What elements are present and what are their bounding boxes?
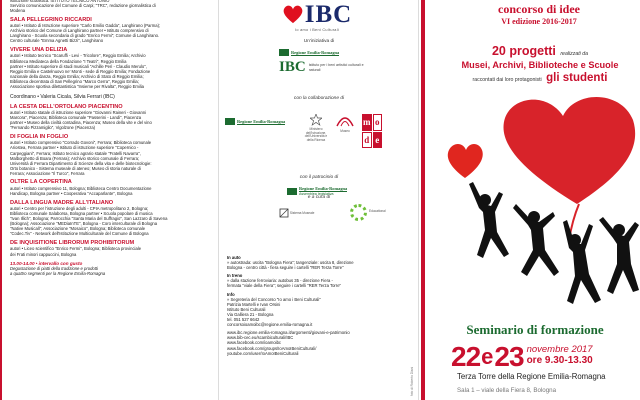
info-line: » autostrada: uscita "Bologna Fiera"; tangenziale: uscita 8, direzione [227, 260, 354, 266]
section-line: "Native Musicali"; Associazione "Mosaico", Bologna; Biblioteca comunale [10, 226, 146, 232]
projects-line-1 [445, 45, 635, 60]
section-line: Centro culturale "Emma Agnetti Bizzi", Langhirano [10, 38, 104, 44]
section-line: "Codec.Tiv" - Network dell'Istituzione Multiculturale del Comune di Bologna [10, 231, 149, 237]
intermission-line: a quattro segmenti per la Regione Emilia-Romagna [10, 270, 106, 276]
intermission-line: Degustazione di piatti della tradizione e prodotti [10, 265, 98, 271]
section-line: Marcora", Piacenza; Biblioteca comunale "Passerini - Landi", Piacenza [10, 115, 142, 121]
section-line: Università di Ferrara Dipartimento di Scienze della vita e delle biotecnologie: [10, 160, 152, 166]
day-2: 23 [494, 341, 524, 372]
section-line: Biblioteca Mediateca della Fondazione "I Teatri", Reggio Emilia [10, 58, 127, 64]
rer-mark-icon [287, 188, 297, 195]
ibc-institute-logo [279, 60, 367, 75]
right-panel [418, 0, 640, 400]
photo-credit-text: foto di Roberto Diani [410, 366, 414, 396]
section-title: DI FOGLIA IN FOGLIO [10, 133, 69, 140]
institutions-line: Musei, Archivi, Biblioteche e Scuole [461, 60, 619, 70]
event-dates [451, 343, 593, 371]
info-heading-train: In treno [227, 273, 243, 279]
section-line: nazionale della danza, Reggio Emilia; Archivio di Stato di Reggio Emilia; [10, 73, 144, 79]
collab-logo-label: Regione Emilia-Romagna [237, 118, 286, 124]
collab-logo-museum [332, 114, 358, 134]
info-section [227, 252, 399, 356]
section-title: DALLA LINGUA MADRE ALL'ITALIANO [10, 199, 114, 206]
info-heading-info: Info [227, 291, 235, 297]
right-accent-bar [421, 0, 425, 400]
patronage-logo-label: Regione Emilia-Romagna [299, 186, 348, 191]
curated-heading: e a cura di [307, 195, 331, 200]
section-inquisitione [10, 240, 214, 257]
projects-line-3 [445, 71, 635, 86]
section-line: Handicap, Bologna partner • Cooperativa "Accaparlante", Bologna [10, 190, 133, 196]
section-line: autori • Istituto comprensivo "Corrado Govoni", Ferrara; Biblioteca comunale [10, 140, 152, 146]
museum-emblem-icon [335, 114, 355, 128]
section-line: (Bologna); Associazione "MEDiaInTE", Bologna - Coro interculturale di Bologna [10, 221, 158, 227]
mode-logo [362, 114, 382, 148]
date-and: e [481, 344, 494, 369]
logo-wordmark [271, 2, 363, 28]
projects-count: 20 progetti [491, 44, 556, 58]
jumping-figure-2 [513, 204, 559, 276]
logo-tagline: Io amo i Beni Culturali [294, 28, 340, 32]
top-fragment [10, 0, 214, 13]
section-title: OLTRE LA COPERTINA [10, 179, 72, 186]
section-title: DE INQUISITIONE LIBRORUM PROHIBITORUM [10, 240, 135, 247]
collab-heading: con la collaborazione di [293, 96, 345, 101]
section-line: Langhirano - Scuola secondaria di grado "Enrico Fermi"; Comune di Langhirano. [10, 33, 160, 39]
jumping-figure-4 [599, 217, 639, 294]
section-line: "Fernando Pizzamiglio", Vigolzone (Piacenza) [10, 125, 96, 131]
section-line: Associazione sportiva dilettantistica "Insieme per Rivalta", Reggio Emilia [10, 84, 145, 90]
section-line: partner • Museo della civiltà contadina, Piacenza; Museo della vite e del vino [10, 120, 152, 126]
ibc-institute-mark: IBC [279, 59, 306, 75]
ibc-main-logo [271, 2, 363, 36]
info-line: Via Galliera 21 - Bologna [227, 311, 274, 317]
section-line: partner • Istituto superiore di studi musicali "Achille Peri - Claudio Merulo", [10, 63, 147, 69]
left-panel [0, 0, 218, 400]
section-line: Carpeggiani", Ferrara; Istituto tecnico agrario statale "Fratelli Navarra", [10, 150, 141, 156]
section-line: Archivio storico del Comune di Langhirano partner • Istituto comprensivo di [10, 28, 149, 34]
event-month: novembre 2017 [526, 344, 593, 355]
projects-by: realizzati da [560, 51, 589, 57]
event-venue-address: Sala 1 – viale della Fiera 8, Bologna [457, 387, 557, 394]
section-lingua-madre [10, 200, 214, 237]
curated-logo-educational [369, 210, 405, 214]
section-line: autori • Istituto statale di istruzione superiore "Giovanni Raineri - Giovanni [10, 110, 147, 116]
fragment-line: Servizio comunicazione del Comune di Carpi; "TRC", redazione giornalistica di [10, 3, 156, 9]
info-email-link[interactable]: concorsoioamoibc@regione.emilia-romagna.it [227, 322, 313, 328]
day-1: 22 [451, 341, 481, 372]
curated-logo-label: Sistema Museale [289, 210, 315, 215]
projects-headline [445, 45, 635, 86]
ibc-institute-text: Istituto per i beni artistici culturali e naturali [308, 63, 364, 72]
info-web-link[interactable]: www.ibc.regione.emilia-romagna.it/argomenti/giovani-e-patrimonio [227, 330, 350, 336]
section-line: autori • Istituto di Istruzione superiore "Carlo Emilio Gadda", Langhirano (Parma); [10, 23, 161, 29]
section-title: LA CESTA DELL'ORTOLANO PIACENTINO [10, 103, 123, 110]
star-emblem-icon [310, 114, 322, 126]
section-line: Reggio Emilia e Castelnuovo ne' Monti - sede di Reggio Emilia; Fondazione [10, 68, 151, 74]
heart-icon [282, 4, 304, 24]
educational-ring-icon [350, 204, 367, 221]
info-line: Istituto Beni Culturali [227, 306, 266, 312]
info-line: » dalla stazione ferroviaria: autobus 35 - direzione Fiera - [227, 278, 333, 284]
section-title: VIVERE UNA DELIZIA [10, 47, 68, 54]
logo-letters: IBC [304, 1, 353, 28]
mode-letter: o [373, 114, 383, 131]
info-web-link[interactable]: youtube.com/user/IoAmoIBeniCulturali [227, 350, 299, 356]
patronage-heading: con il patrocinio di [299, 175, 339, 180]
section-line: Biblioteca comunale Salaborsa, Bologna partner • Scuola popolare di musica [10, 211, 153, 217]
info-line: Bologna - centro città - fiera seguire i cartelli "RER Terza Torre" [227, 265, 344, 271]
section-line: Ariostea, Ferrara partner • Istituto di istruzione superiore "Copernico - [10, 145, 139, 151]
photo-credit [410, 350, 416, 398]
info-line: Patrizia Martelli e Ivan Orsini [227, 301, 281, 307]
section-line: autori • Istituto comprensivo 11, Bologna; Biblioteca Centro Documentazione [10, 185, 152, 191]
mode-letter: m [362, 114, 372, 131]
mode-letter: e [373, 132, 383, 149]
coordinators: Coordinano • Valeria Cicala, Silvia Ferrari (IBC) [10, 94, 115, 101]
info-line: » Segreteria del Concorso "Io amo i Beni Culturali" [227, 296, 321, 302]
info-web-link[interactable]: www.bib-cec.eu/scambiculturali/IBC [227, 335, 294, 341]
collab-logo-label: Ministero dell'Istruzione, dell'Università e della Ricerca [304, 126, 328, 143]
contest-title: concorso di idee [498, 2, 580, 16]
info-web-link[interactable]: www.facebook.com/ioamoibc [227, 340, 281, 346]
rer-mark-icon [225, 118, 235, 125]
section-line: Orto botanico - Sistema museale di ateneo; Museo di storia naturale di [10, 165, 141, 171]
section-line: Biblioteca decentrata di San Pellegrino "Marco Gerra", Reggio Emilia; [10, 78, 139, 84]
intro-text: Un'iniziativa di [303, 39, 335, 44]
info-heading-car: In auto [227, 255, 241, 260]
curated-logo-label: Educational [369, 209, 386, 213]
info-web-link[interactable]: www.facebook.com/groups/IoAmoIBeniCulturali/ [227, 345, 317, 351]
fragment-line: istituzione scolastica: ISTITUTO TECNICO ANTONIO [10, 0, 110, 3]
section-line: Malborghetto di Boara (Ferrara); Archivio storico comunale di Ferrara; [10, 155, 140, 161]
rer-mark-icon [279, 49, 289, 56]
contest-edition: VI edizione 2016-2017 [501, 17, 577, 26]
seminar-title: Seminario di formazione [466, 322, 604, 337]
section-foglia-foglio [10, 134, 214, 176]
info-line: tel. 051 527 6642 [227, 317, 260, 323]
section-line: autori • Centro per l'istruzione degli adulti - CPIA metropolitano 2, Bologna; [10, 205, 149, 211]
date-details [527, 344, 593, 367]
section-line: autori • Liceo scientifico "Enrico Fermi", Bologna; Biblioteca provinciale [10, 246, 142, 252]
jumping-figure-3 [563, 220, 601, 304]
section-sala-pellegrino [10, 17, 214, 44]
section-line: dei Frati minori cappuccini, Bologna [10, 251, 77, 257]
sistema-emblem-icon [279, 208, 289, 218]
info-line: fermata "viale della Fiera"; seguire i cartelli "RER Terza Torre" [227, 283, 342, 289]
left-accent-line [0, 0, 2, 400]
jumping-figure-1 [469, 182, 509, 258]
told-by: raccontati dai loro protagonisti [472, 77, 542, 83]
collab-logo-label: Museo [340, 128, 350, 133]
jumping-figures-illustration [429, 92, 640, 320]
intermission-time: 13.00-14.00 • intervallo con gusto [10, 260, 83, 266]
section-line: Ferrara; Associazione "Il Turco", Ferrara [10, 170, 85, 176]
section-title: SALA PELLEGRINO RICCARDI [10, 16, 92, 23]
rer-logo-label: Regione Emilia-Romagna [291, 49, 340, 55]
mode-letter: d [362, 132, 372, 149]
collab-logo-rer [225, 118, 285, 125]
fragment-line: Modena [10, 8, 26, 14]
section-line: autori • Istituto tecnico "Scaruffi - Levi - Tricolore", Reggio Emilia; Archivio [10, 53, 146, 59]
event-hours: ore 9.30-13.30 [526, 355, 593, 366]
students-label: gli studenti [546, 72, 608, 84]
big-heart-shape [504, 97, 636, 204]
section-oltre-copertina [10, 179, 214, 196]
rer-logo-main [279, 49, 339, 56]
patronage-logo-sub: Assemblea legislativa [299, 192, 334, 196]
small-heart-shape [448, 144, 483, 178]
section-cesta-ortolano [10, 104, 214, 131]
section-line: "Ivan Illich", Bologna; Parrocchia "Santa Maria del Suffragio", San Lazzaro di Savena [10, 216, 168, 222]
middle-panel [218, 0, 418, 400]
section-vivere-delizia [10, 47, 214, 89]
collab-logo-ministry [301, 114, 331, 143]
curated-logo-sistema [279, 208, 327, 218]
event-venue: Terza Torre della Regione Emilia-Romagna [457, 372, 606, 381]
